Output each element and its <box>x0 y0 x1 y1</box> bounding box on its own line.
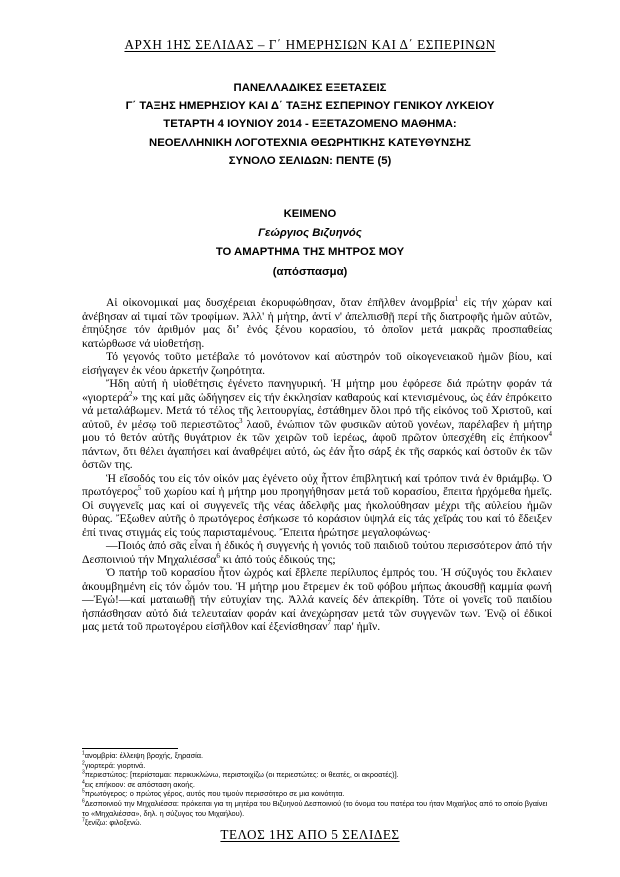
footnote-3: $^3$περιεστώτος: [περιίσταμαι: περικυκλώνω, περιστοιχίζω (οι περιεστώτες: οι θεατές, οι ακροατές)]. <box>82 769 399 780</box>
literary-text <box>82 296 552 634</box>
exam-line-4: ΝΕΟΕΛΛΗΝΙΚΗ ΛΟΓΟΤΕΧΝΙΑ ΘΕΩΡΗΤΙΚΗΣ ΚΑΤΕΥΘΥΝΣΗΣ <box>149 136 471 149</box>
footnote-ref-6: 6 <box>216 551 220 560</box>
paragraph-6: Ὁ πατήρ τοῦ κορασίου ἦτον ὠχρός καί ἔβλεπε περίλυπος ἐμπρός του. Ἡ σύζυγός του ἔκλαιεν ἀκουμβημένη εἰς τόν ὦμόν του. Ἡ μήτηρ μου ἔτρεμεν ἐκ τοῦ φόβου μήπως ἀκουσθῇ καμμία φωνή—Ἐγώ!—καί ματαιωθῇ τήν εὐτυχίαν της. Ἀλλά κανείς δέν ἀπεκρίθη. Τότε οἱ γονεῖς τοῦ παιδίου ἠσπάσθησαν αὐτό διά τελευταίαν φοράν καί ἀνεχώρησαν μετά τῶν συγγενῶν των. Ἐνῷ οἱ ἐδικοί μας μετά τοῦ πρωτογέρου εἰσῆλθον καί ἐξενίσθησαν$^7$ παρ' ἡμῖν. <box>82 566 552 633</box>
exam-line-2: Γ΄ ΤΑΞΗΣ ΗΜΕΡΗΣΙΟΥ ΚΑΙ Δ΄ ΤΑΞΗΣ ΕΣΠΕΡΙΝΟΥ ΓΕΝΙΚΟΥ ΛΥΚΕΙΟΥ <box>125 100 495 113</box>
page-header-text: ΑΡΧΗ 1ΗΣ ΣΕΛΙΔΑΣ – Γ΄ ΗΜΕΡΗΣΙΩΝ ΚΑΙ Δ΄ ΕΣΠΕΡΙΝΩΝ <box>124 37 496 52</box>
exam-line-5: ΣΥΝΟΛΟ ΣΕΛΙΔΩΝ: ΠΕΝΤΕ (5) <box>228 154 392 167</box>
footnote-ref-3: 3 <box>239 416 243 425</box>
footnote-1: $^1$ανομβρία: έλλειψη βροχής, ξηρασία. <box>82 750 204 760</box>
section-title: ΚΕΙΜΕΝΟ <box>283 208 337 220</box>
paragraph-4: Ἡ εἴσοδός του εἰς τόν οἰκόν μας ἐγένετο οὐχ ἧττον ἐπιβλητική καί τρόπον τινά ἐν θριάμβῳ. Ὁ πρωτόγερος$^5$ τοῦ χωρίου καί ἡ μήτηρ μου προηγήθησαν μετά τοῦ κορασίου, ἔπειτα ἠρχόμεθα ἡμεῖς. Οἱ συγγενεῖς μας καί οἱ συγγενεῖς τῆς νέας ἀδελφῆς μας ἠκολούθησαν μέχρι τῆς αὐλείου ἡμῶν θύρας. Ἔξωθεν αὐτῆς ὁ πρωτόγερος ἐσήκωσε τό κοράσιον ὑψηλά εἰς τάς χεῖράς του καί τό ἔδειξεν ἐπί τινας στιγμάς εἰς τούς παρισταμένους. Ἔπειτα ἠρώτησε μεγαλοφώνως· <box>82 471 552 539</box>
paragraph-3: Ἤδη αὐτή ἡ υἱοθέτησις ἐγένετο πανηγυρική. Ἡ μήτηρ μου ἐφόρεσε διά πρώτην φοράν τά «γιορτερά$^2$» της καί μᾶς ὡδήγησεν εἰς τήν ἐκκλησίαν καθαρούς καί κτενισμένους, ὡς ἐάν ἐπρόκειτο νά μεταλάβωμεν. Μετά τό τέλος τῆς λειτουργίας, ἐστάθημεν ὅλοι πρό τῆς εἰκόνος τοῦ Χριστοῦ, καί αὐτοῦ, ἐν μέσῳ τοῦ περιεστῶτος$^3$ λαοῦ, ἐνώπιον τῶν φυσικῶν αὐτοῦ γονέων, παρέλαβεν ἡ μήτηρ μου τό θετόν αὐτῆς θυγάτριον ἐκ τῶν χειρῶν τοῦ ἱερέως, ἀφοῦ πρῶτον ὑπεσχέθη εἰς ἐπήκοον$^4$ πάντων, ὅτι θέλει ἀγαπήσει καί ἀναθρέψει αὐτό, ὡς ἐάν ἦτο σάρξ ἐκ τῆς σαρκός καί ὀστοῦν ἐκ τῶν ὀστῶν της. <box>82 377 553 471</box>
paragraph-5: —Ποιός ἀπό σᾶς εἶναι ἡ ἐδικός ἡ συγγενής ἡ γονιός τοῦ παιδιοῦ τούτου περισσότερον ἀπό τήν Δεσποινιού τήν Μηχαλιέσσα$^6$ κι ἀπό τούς ἐδικούς της; <box>82 539 552 566</box>
page-footer-text: ΤΕΛΟΣ 1ΗΣ ΑΠΟ 5 ΣΕΛΙΔΕΣ <box>220 827 400 842</box>
footnote-divider <box>82 748 178 749</box>
page-header <box>0 37 620 53</box>
paragraph-1: Αἱ οἰκονομικαί μας δυσχέρειαι ἐκορυφώθησαν, ὅταν ἐπῆλθεν ἀνομβρία$^1$ εἰς τήν χώραν καί ἀνέβησαν αἱ τιμαί τῶν τροφίμων. Ἀλλ' ἡ μήτηρ, ἀντί ν' ἀπελπισθῇ περί τῆς διατροφῆς ἡμῶν αὐτῶν, ἐπηύξησε τόν ἀριθμόν μας διʼ ἑνός ξένου κορασίου, τό ὁποῖον μετά μακρᾶς προσπαθείας κατώρθωσε νά υἱοθετήσῃ. <box>82 295 552 350</box>
footnote-ref-1: 1 <box>454 295 459 304</box>
footnote-ref-4: 4 <box>548 430 552 439</box>
exam-line-3: ΤΕΤΑΡΤΗ 4 ΙΟΥΝΙΟΥ 2014 - ΕΞΕΤΑΖΟΜΕΝΟ ΜΑΘΗΜΑ: <box>163 118 457 131</box>
paragraph-2: Τό γεγονός τοῦτο μετέβαλε τό μονότονον καί αὐστηρόν τοῦ οἰκογενειακοῦ ἡμῶν βίου, καί εἰσήγαγεν ἐκ νέου ἀρκετήν ζωηρότητα. <box>82 350 552 377</box>
footnote-4: $^4$εις επήκοον: σε απόσταση ακοής. <box>82 779 195 789</box>
footnote-7: $^7$ξενίζω: φιλοξενώ. <box>82 817 142 828</box>
footnote-ref-7: 7 <box>327 619 331 628</box>
excerpt-label: (απόσπασμα) <box>272 265 348 278</box>
footnote-5: $^5$πρωτόγερος: ο πρώτος γέρος, αυτός που τιμούν περισσότερο σε μια κοινότητα. <box>82 788 345 799</box>
footnote-ref-5: 5 <box>137 484 142 493</box>
footnote-6: $^6$Δεσποινιού την Μηχαλιέσσα: πρόκειται για τη μητέρα του Βιζυηνού Δεσποινιού (το όνομα του πατέρα του ήταν Μιχαήλος από το οποίο βγαίνει το «Μηχαλιέσσα», δηλ. η σύζυγος του Μιχαήλου). <box>82 798 548 818</box>
work-title: ΤΟ ΑΜΑΡΤΗΜΑ ΤΗΣ ΜΗΤΡΟΣ ΜΟΥ <box>215 246 405 259</box>
exam-line-1: ΠΑΝΕΛΛΑΔΙΚΕΣ ΕΞΕΤΑΣΕΙΣ <box>233 82 387 94</box>
author-name: Γεώργιος Βιζυηνός <box>258 227 362 240</box>
footnote-2: $^2$γιορτερά: γιορτινά. <box>82 760 146 770</box>
page-footer <box>0 827 620 843</box>
footnote-ref-2: 2 <box>129 389 133 398</box>
footnotes <box>82 751 552 828</box>
exam-heading <box>0 79 620 170</box>
text-title-block <box>0 205 620 282</box>
